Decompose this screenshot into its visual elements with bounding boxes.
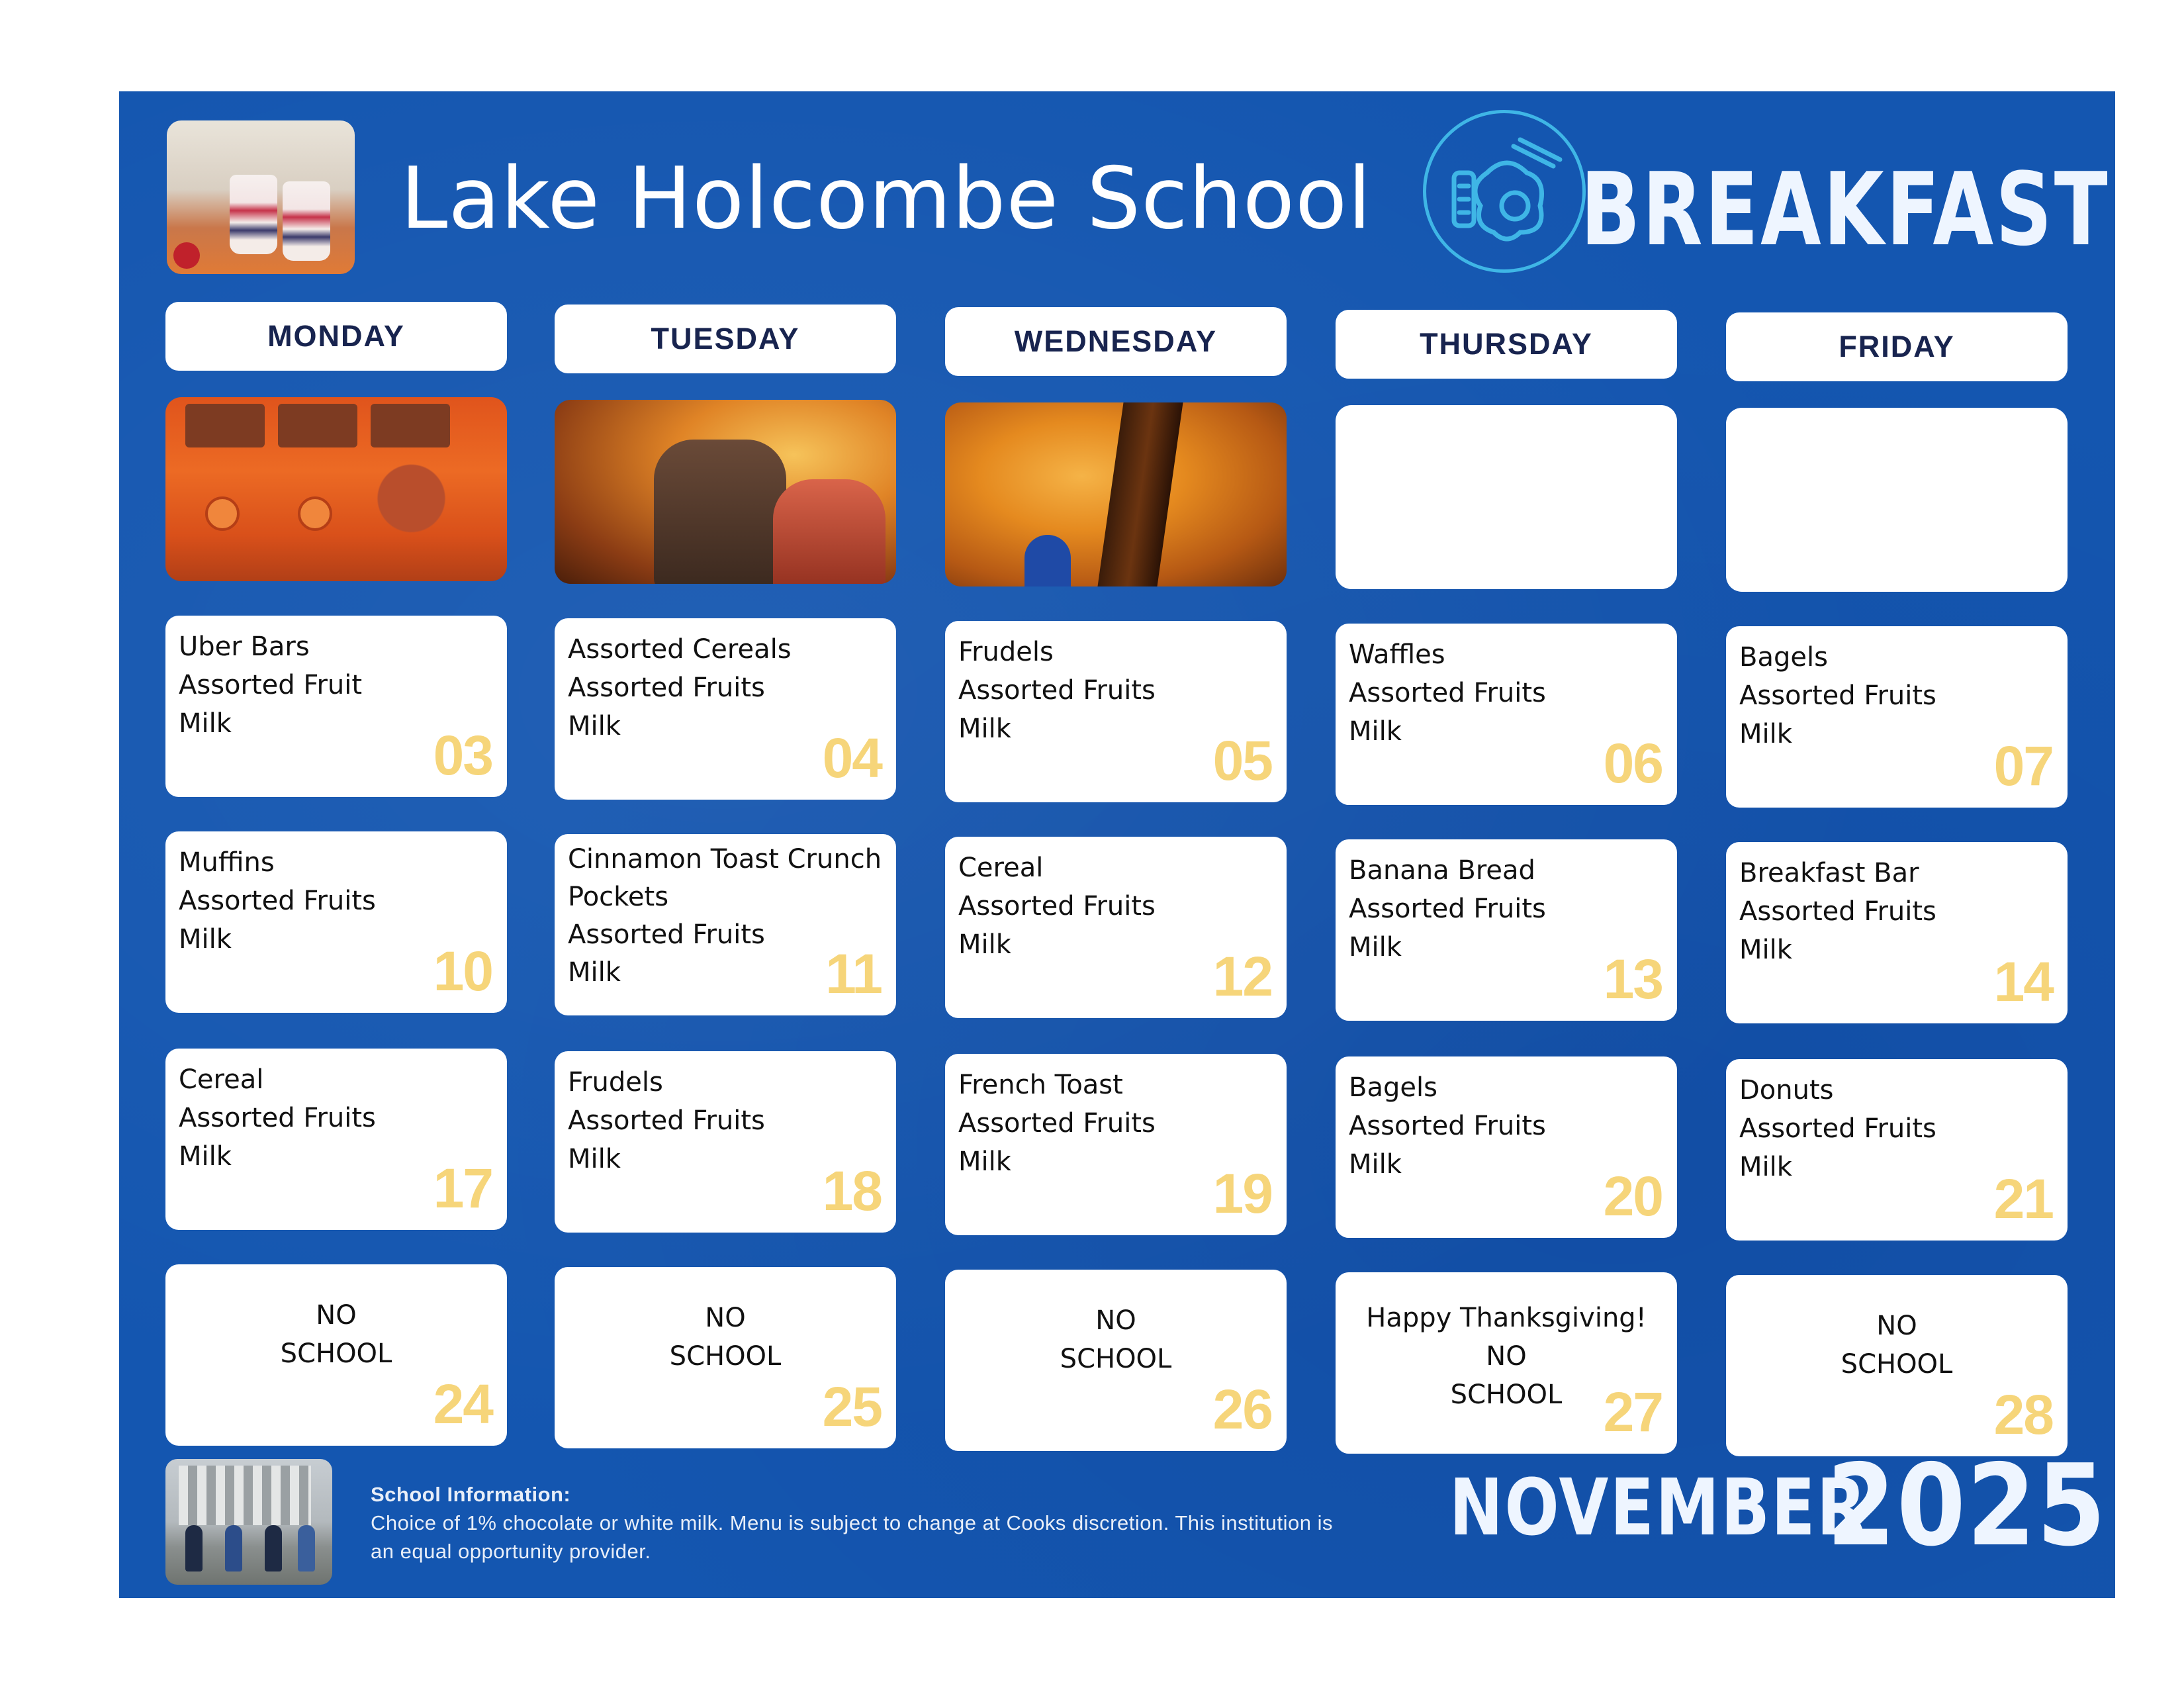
menu-item: Assorted Fruits	[1739, 896, 1936, 927]
menu-item: SCHOOL	[1841, 1349, 1953, 1380]
date-number: 21	[1993, 1168, 2053, 1230]
day-cell-26	[945, 1270, 1287, 1451]
day-cell-05	[945, 621, 1287, 802]
menu-item: Assorted Fruits	[958, 1108, 1156, 1139]
day-cell-06	[1336, 624, 1677, 805]
date-number: 24	[433, 1373, 492, 1435]
month-year	[1449, 1440, 2107, 1571]
menu-item: Milk	[179, 924, 232, 955]
day-cell-18	[555, 1051, 896, 1233]
menu-items	[958, 1282, 1273, 1378]
menu-item: Assorted Fruits	[179, 886, 376, 916]
day-cell-17	[165, 1049, 507, 1230]
date-number: 11	[825, 943, 882, 1005]
menu-item: Banana Bread	[1349, 855, 1535, 886]
menu-item: Assorted Fruits	[1739, 1113, 1936, 1144]
breakfast-plate-icon	[1423, 110, 1586, 273]
date-number: 10	[433, 940, 492, 1002]
menu-item: Milk	[1349, 932, 1402, 962]
date-number: 06	[1603, 732, 1662, 794]
menu-item: Milk	[958, 929, 1011, 960]
menu-item: Milk	[179, 1141, 232, 1172]
date-number: 18	[822, 1160, 882, 1222]
date-number: 20	[1603, 1165, 1662, 1227]
menu-item: Milk	[568, 957, 621, 988]
day-cell-11	[555, 834, 896, 1015]
menu-item: Assorted Fruits	[568, 1105, 765, 1136]
menu-item: NO	[1486, 1341, 1527, 1372]
menu-type-heading: BREAKFAST	[1580, 151, 2110, 268]
menu-item: Milk	[958, 714, 1011, 744]
autumn-tree-photo	[945, 402, 1287, 586]
day-cell-21	[1726, 1059, 2068, 1241]
menu-item: Assorted Fruit	[179, 670, 363, 700]
day-cell-20	[1336, 1056, 1677, 1238]
menu-item: NO	[705, 1303, 746, 1333]
date-number: 04	[822, 727, 882, 789]
menu-item: SCHOOL	[280, 1338, 392, 1369]
info-heading: School Information:	[371, 1483, 571, 1506]
info-text-line: Choice of 1% chocolate or white milk. Menu is subject to change at Cooks discretion. This institution is	[371, 1511, 1333, 1534]
menu-panel	[119, 91, 2115, 1598]
menu-item: NO	[1876, 1311, 1917, 1341]
day-cell-04	[555, 618, 896, 800]
day-header-wednesday: WEDNESDAY	[945, 307, 1287, 376]
day-cell-25	[555, 1267, 896, 1448]
menu-item: Breakfast Bar	[1739, 858, 1919, 888]
day-cell-28	[1726, 1275, 2068, 1456]
menu-items	[568, 1279, 883, 1376]
day-cell-27	[1336, 1272, 1677, 1454]
day-cell-13	[1336, 839, 1677, 1021]
school-bus-photo	[165, 397, 507, 581]
menu-item: Assorted Fruits	[568, 919, 765, 950]
menu-item: Frudels	[568, 1067, 663, 1098]
menu-item: Milk	[179, 708, 232, 739]
menu-item: Milk	[1739, 1152, 1792, 1182]
day-cell-10	[165, 831, 507, 1013]
menu-item: French Toast	[958, 1070, 1123, 1100]
day-cell-24	[165, 1264, 507, 1446]
date-number: 05	[1212, 729, 1272, 792]
month-label: NOVEMBER	[1449, 1462, 1868, 1553]
menu-item: SCHOOL	[1450, 1380, 1563, 1410]
day-cell-03	[165, 616, 507, 797]
date-number: 12	[1212, 945, 1272, 1008]
menu-items	[1739, 1287, 2054, 1383]
menu-item: Waffles	[1349, 639, 1445, 670]
day-header-tuesday: TUESDAY	[555, 305, 896, 373]
date-number: 19	[1212, 1162, 1272, 1225]
menu-item: Assorted Fruits	[179, 1103, 376, 1133]
menu-item: Happy Thanksgiving!	[1366, 1303, 1647, 1333]
menu-item: Assorted Fruits	[958, 891, 1156, 921]
menu-item: NO	[316, 1300, 357, 1331]
year-label: 2025	[1827, 1440, 2107, 1571]
menu-item: Pockets	[568, 882, 669, 912]
menu-item: Assorted Fruits	[1349, 894, 1546, 924]
menu-item: Assorted Fruits	[958, 675, 1156, 706]
menu-item: Donuts	[1739, 1075, 1834, 1105]
date-number: 03	[433, 724, 492, 786]
day-cell-14	[1726, 842, 2068, 1023]
day-cell-12	[945, 837, 1287, 1018]
day-header-friday: FRIDAY	[1726, 312, 2068, 381]
menu-item: Assorted Cereals	[568, 634, 792, 665]
empty-photo-friday	[1726, 408, 2068, 592]
menu-item: Uber Bars	[179, 632, 310, 662]
menu-item: Muffins	[179, 847, 275, 878]
menu-item: SCHOOL	[669, 1341, 782, 1372]
date-number: 27	[1603, 1381, 1662, 1443]
day-cell-07	[1726, 626, 2068, 808]
menu-item: Assorted Fruits	[568, 673, 765, 703]
date-number: 17	[433, 1157, 492, 1219]
date-number: 14	[1993, 951, 2053, 1013]
menu-item: SCHOOL	[1060, 1344, 1172, 1374]
menu-item: Assorted Fruits	[1349, 1111, 1546, 1141]
menu-item: Milk	[1349, 716, 1402, 747]
day-cell-19	[945, 1054, 1287, 1235]
menu-item: Bagels	[1739, 642, 1828, 673]
date-number: 07	[1993, 735, 2053, 797]
school-building-photo	[165, 1459, 332, 1585]
menu-item: Milk	[568, 711, 621, 741]
date-number: 26	[1212, 1378, 1272, 1440]
school-information	[371, 1480, 1562, 1566]
menu-item: NO	[1095, 1305, 1136, 1336]
menu-item: Milk	[958, 1147, 1011, 1177]
school-name: Lake Holcombe School	[400, 150, 1372, 248]
menu-item: Cereal	[179, 1064, 264, 1095]
day-header-monday: MONDAY	[165, 302, 507, 371]
date-number: 13	[1603, 948, 1662, 1010]
date-number: 25	[822, 1376, 882, 1438]
menu-item: Cinnamon Toast Crunch	[568, 844, 882, 874]
parfait-photo	[167, 120, 355, 274]
menu-item: Milk	[1739, 719, 1792, 749]
menu-item: Milk	[1739, 935, 1792, 965]
menu-item: Cereal	[958, 853, 1044, 883]
menu-item: Bagels	[1349, 1072, 1437, 1103]
menu-item: Frudels	[958, 637, 1054, 667]
menu-items	[179, 1276, 494, 1373]
day-header-thursday: THURSDAY	[1336, 310, 1677, 379]
empty-photo-thursday	[1336, 405, 1677, 589]
menu-item: Assorted Fruits	[1739, 680, 1936, 711]
menu-item: Milk	[1349, 1149, 1402, 1180]
menu-item: Assorted Fruits	[1349, 678, 1546, 708]
info-text-line: an equal opportunity provider.	[371, 1540, 651, 1563]
date-number: 28	[1993, 1383, 2053, 1446]
students-backpacks-photo	[555, 400, 896, 584]
menu-item: Milk	[568, 1144, 621, 1174]
